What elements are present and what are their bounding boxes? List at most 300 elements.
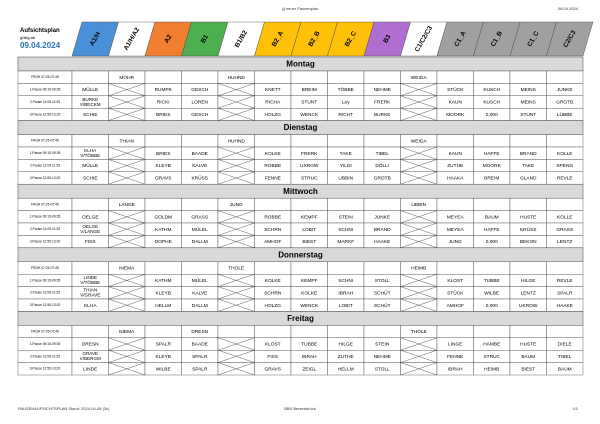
duty-cell [255,172,292,184]
duty-cell [437,135,474,147]
duty-cell [547,108,584,120]
teacher-code: YILDI [339,164,352,170]
duty-cell [547,287,584,299]
duty-cell [437,338,474,350]
day-title: Montag [286,59,315,69]
column-label: B2_A [270,30,286,49]
day-title: Donnerstag [278,250,323,260]
teacher-code: SCHÜT [373,291,391,297]
duty-cell [437,83,474,95]
duty-cell [218,83,255,95]
teacher-code: STOLL [374,367,390,373]
duty-cell [364,325,401,337]
teacher-code: WENCK [300,303,319,309]
day-block-mittwoch [18,184,583,248]
teacher-code: HEIMB [411,266,427,272]
day-block-freitag [18,311,583,375]
duty-cell [72,96,109,108]
duty-cell [109,223,146,235]
teacher-code: LENTZ [557,240,573,246]
teacher-code: UKROW [519,303,538,309]
teacher-code: MÜLEL [191,227,208,233]
teacher-code: SCHIE [82,176,98,182]
duty-cell [182,287,219,299]
time-slot-label: 2.Pause 11:05-11:25 [29,99,61,104]
duty-cell [364,299,401,311]
time-slot-label: 3.Pause 12:55-13:20 [29,175,61,180]
teacher-code: KATHM [155,278,172,284]
duty-cell [364,223,401,235]
day-title: Dienstag [283,123,318,133]
teacher-code: ROBBE [264,164,282,170]
teacher-code: THOLE [410,330,427,336]
teacher-code: MÜLLE [82,88,99,94]
duty-cell [437,159,474,171]
teacher-code: KOLLE [557,151,573,157]
duty-cell [145,299,182,311]
day-title: Freitag [287,314,314,324]
teacher-code: FENNE [447,354,464,360]
duty-cell [182,223,219,235]
duty-cell [218,350,255,362]
duty-cell [547,198,584,210]
teacher-code: HAMBE [483,342,501,348]
duty-cell [109,108,146,120]
teacher-code: FISS [84,240,96,246]
duty-cell [328,262,365,274]
teacher-code: THIAN [119,139,134,145]
time-slot-label: 3.Pause 12:55-13:20 [29,366,61,371]
duty-cell [218,172,255,184]
duty-cell [291,147,328,159]
duty-cell [328,147,365,159]
duty-cell [401,147,438,159]
duty-cell [109,363,146,375]
duty-cell [364,274,401,286]
duty-cell [291,262,328,274]
duty-cell [255,211,292,223]
duty-cell [109,172,146,184]
duty-cell [72,71,109,83]
duty-cell [145,325,182,337]
duty-cell [109,159,146,171]
teacher-code: KOLKE [301,291,318,297]
duty-cell [72,338,109,350]
duty-cell [182,159,219,171]
duty-cell [547,350,584,362]
duty-cell [510,287,547,299]
teacher-code: BIEST [521,367,536,373]
duty-cell [145,71,182,83]
teacher-code: TAKE [339,151,352,157]
duty-cell [182,325,219,337]
teacher-code: GRAVS [155,176,172,182]
teacher-code: BREIM [301,88,317,94]
duty-cell [218,262,255,274]
teacher-code: SCHNI [338,278,354,284]
column-label: C1/C2/C3 [413,24,435,54]
teacher-code: SPALR [192,367,208,373]
teacher-code: MARKF [337,240,355,246]
teacher-code: SPALR [192,354,208,360]
table-row [18,350,583,362]
duty-cell [401,350,438,362]
duty-cell [474,83,511,95]
teacher-code: DALLM [191,303,208,309]
duty-cell [401,159,438,171]
duty-cell [255,262,292,274]
teacher-code: MOHR [119,75,135,81]
duty-cell [401,235,438,247]
duty-cell [145,96,182,108]
footer-left: PAUSENAUFSICHTSPLAN Stand: 2024-04-08 (3c) [18,406,110,411]
duty-cell [109,350,146,362]
duty-cell [145,350,182,362]
teacher-code: GRAVE [82,351,99,357]
teacher-code: GESCH [191,88,209,94]
teacher-code: MOORK [482,164,501,170]
teacher-code: NEHME [373,88,391,94]
duty-cell [291,235,328,247]
duty-cell [72,211,109,223]
teacher-code: KEMPF [300,215,318,221]
duty-cell [109,211,146,223]
teacher-code: HAAKE [556,303,573,309]
duty-cell [182,274,219,286]
teacher-code: KATHM [155,227,172,233]
plan-valid-date: 09.04.2024 [20,41,61,50]
teacher-code: BAADE [191,151,208,157]
teacher-code: 0,000 [485,303,498,309]
duty-cell [437,223,474,235]
duty-cell [328,83,365,95]
duty-cell [291,299,328,311]
duty-cell [72,198,109,210]
duty-cell [510,211,547,223]
teacher-code: SCHÜT [373,303,391,309]
time-slot-label: 1.Pause 09:15-09:35 [29,341,61,346]
column-label: B1/B2 [233,29,250,49]
teacher-code: SPALR [557,291,573,297]
duty-cell [364,159,401,171]
duty-cell [547,299,584,311]
duty-cell [401,211,438,223]
duty-cell [510,338,547,350]
teacher-code: TIBEL [375,151,389,157]
teacher-code: STÜCK [447,88,464,94]
duty-cell [145,235,182,247]
duty-cell [109,198,146,210]
duty-cell [328,198,365,210]
duty-cell [474,299,511,311]
teacher-code: V/TÖBBE [80,280,101,286]
column-label: B3 [382,33,393,45]
day-block-montag [18,57,583,121]
duty-cell [182,198,219,210]
duty-cell [72,274,109,286]
teacher-code: MEINS [520,88,536,94]
teacher-code: KOLLE [557,215,573,221]
duty-cell [145,262,182,274]
duty-cell [182,71,219,83]
teacher-code: GRASS [191,215,209,221]
duty-cell [328,223,365,235]
duty-cell [109,338,146,350]
table-row [18,299,583,311]
column-label: B2_C [343,30,359,49]
duty-cell [474,71,511,83]
duty-cell [328,274,365,286]
duty-cell [474,325,511,337]
duty-cell [255,235,292,247]
teacher-code: BRAND [519,151,537,157]
table-row [18,274,583,286]
teacher-code: HEIMB [484,367,500,373]
duty-cell [328,96,365,108]
column-label: C1_B [489,30,505,49]
duty-cell [291,363,328,375]
teacher-code: GOLDM [154,215,173,221]
duty-cell [291,83,328,95]
duty-cell [72,135,109,147]
teacher-code: KLEYB [155,291,171,297]
duty-cell [547,159,584,171]
duty-cell [328,159,365,171]
teacher-code: LENTZ [520,291,536,297]
duty-cell [328,325,365,337]
teacher-code: HAFFE [483,227,500,233]
duty-cell [109,299,146,311]
duty-cell [510,135,547,147]
duty-cell [328,338,365,350]
teacher-code: MEINS [520,100,536,106]
teacher-code: HILGE [338,342,353,348]
duty-cell [437,147,474,159]
duty-cell [474,198,511,210]
teacher-code: OELGE [81,215,99,221]
duty-cell [291,274,328,286]
teacher-code: DRESN [191,330,209,336]
duty-cell [291,108,328,120]
duty-cell [474,211,511,223]
duty-cell [182,299,219,311]
duty-cell [364,363,401,375]
teacher-code: WILBE [155,367,171,373]
table-row [18,172,583,184]
duty-cell [255,325,292,337]
duty-cell [182,211,219,223]
duty-cell [437,198,474,210]
duty-cell [218,338,255,350]
duty-cell [182,96,219,108]
duty-cell [547,96,584,108]
teacher-code: HELLM [337,367,354,373]
duty-cell [291,287,328,299]
teacher-code: MÜLLE [82,164,99,170]
teacher-code: BAUM [484,215,499,221]
duty-cell [401,108,438,120]
duty-cell [547,363,584,375]
teacher-code: WENCK [300,112,319,118]
time-slot-label: 2.Pause 11:05-11:25 [29,290,61,295]
time-slot-label: 1.Pause 09:15-09:35 [29,87,61,92]
teacher-code: SPENG [556,164,574,170]
duty-cell [474,147,511,159]
teacher-code: KEMPF [300,278,318,284]
duty-cell [474,262,511,274]
teacher-code: HILGE [521,278,536,284]
teacher-code: MÜLEL [191,278,208,284]
teacher-code: AMHOF [446,303,464,309]
duty-cell [255,159,292,171]
time-slot-label: 1.Pause 09:15-09:35 [29,278,61,283]
duty-cell [547,223,584,235]
duty-cell [291,350,328,362]
duty-cell [145,363,182,375]
duty-cell [255,274,292,286]
duty-cell [72,262,109,274]
duty-cell [401,223,438,235]
duty-cell [401,325,438,337]
teacher-code: V/GRAVE [80,292,101,298]
teacher-code: 0,000 [485,240,498,246]
teacher-code: GESCH [191,112,209,118]
duty-cell [72,108,109,120]
teacher-code: THOLE [228,266,245,272]
teacher-code: HOLZG [264,303,282,309]
duty-cell [364,350,401,362]
teacher-code: GRAVS [264,367,281,373]
duty-cell [255,299,292,311]
duty-cell [437,299,474,311]
teacher-code: KOLKE [264,278,281,284]
duty-cell [72,172,109,184]
duty-cell [474,274,511,286]
duty-cell [109,235,146,247]
duty-cell [72,363,109,375]
duty-cell [255,287,292,299]
column-label: C1_A [453,30,468,49]
teacher-code: LOREN [191,100,209,106]
column-label: A1/H [88,30,103,48]
teacher-code: GLAND [519,176,537,182]
teacher-code: KNETT [264,88,281,94]
duty-cell [510,83,547,95]
table-row [18,262,583,274]
duty-cell [218,235,255,247]
plan-title: Aufsichtsplan [20,28,60,34]
teacher-code: HUHND [227,139,245,145]
column-label: C2/C3 [562,29,578,49]
teacher-code: TÖBBE [337,88,354,94]
duty-cell [291,198,328,210]
duty-cell [437,363,474,375]
teacher-code: RUMPK [154,88,172,94]
duty-cell [255,108,292,120]
duty-cell [510,235,547,247]
duty-cell [510,108,547,120]
teacher-code: SPALR [155,342,171,348]
duty-cell [437,274,474,286]
teacher-code: REVLE [556,176,573,182]
duty-cell [255,135,292,147]
table-row [18,235,583,247]
duty-cell [109,287,146,299]
table-row [18,83,583,95]
teacher-code: V/TÖBBE [80,153,101,159]
teacher-code: LINDE [83,367,98,373]
duty-cell [401,96,438,108]
duty-cell [364,211,401,223]
duty-cell [510,363,547,375]
teacher-code: JUNG [448,240,462,246]
table-row [18,287,583,299]
duty-cell [401,274,438,286]
teacher-code: ZUTHE [447,164,464,170]
duty-cell [255,198,292,210]
duty-cell [364,108,401,120]
teacher-code: FRERK [374,100,391,106]
teacher-code: GROTB [556,100,574,106]
duty-cell [547,235,584,247]
table-row [18,223,583,235]
teacher-code: TAKE [522,164,535,170]
teacher-code: V/LANGE [80,229,101,235]
duty-cell [401,83,438,95]
duty-cell [401,71,438,83]
teacher-code: 0,000 [485,112,498,118]
duty-cell [182,108,219,120]
duty-cell [547,274,584,286]
duty-cell [401,363,438,375]
teacher-code: UBBIN [338,176,354,182]
table-row [18,211,583,223]
time-slot-label: 3.Pause 12:55-13:20 [29,112,61,117]
table-row [18,71,583,83]
duty-cell [547,172,584,184]
teacher-code: SCHRN [264,291,282,297]
time-slot-label: 2.Pause 11:05-11:25 [29,354,61,359]
time-slot-label: FRÜH 07:25-07:45 [31,265,59,270]
teacher-code: LINGE [448,342,463,348]
table-row [18,338,583,350]
duty-cell [364,96,401,108]
teacher-code: HELLM [155,303,172,309]
duty-cell [218,325,255,337]
duty-cell [437,172,474,184]
duty-cell [547,71,584,83]
duty-cell [364,83,401,95]
column-label: A2 [163,33,174,45]
time-slot-label: FRÜH 07:25-07:45 [31,202,59,207]
teacher-code: IBRAH [338,291,354,297]
teacher-code: BRAND [373,227,391,233]
teacher-code: KLOST [264,342,281,348]
duty-cell [218,198,255,210]
duty-cell [291,159,328,171]
teacher-code: DÖLLI [375,164,390,170]
duty-cell [547,262,584,274]
teacher-code: STEIN [338,215,353,221]
teacher-code: STÜCK [447,291,464,297]
teacher-code: KLEYB [155,164,171,170]
teacher-code: LOBIT [302,227,317,233]
teacher-code: HAFFE [483,151,500,157]
duty-cell [145,198,182,210]
duty-cell [547,135,584,147]
duty-cell [364,287,401,299]
duty-cell [72,223,109,235]
